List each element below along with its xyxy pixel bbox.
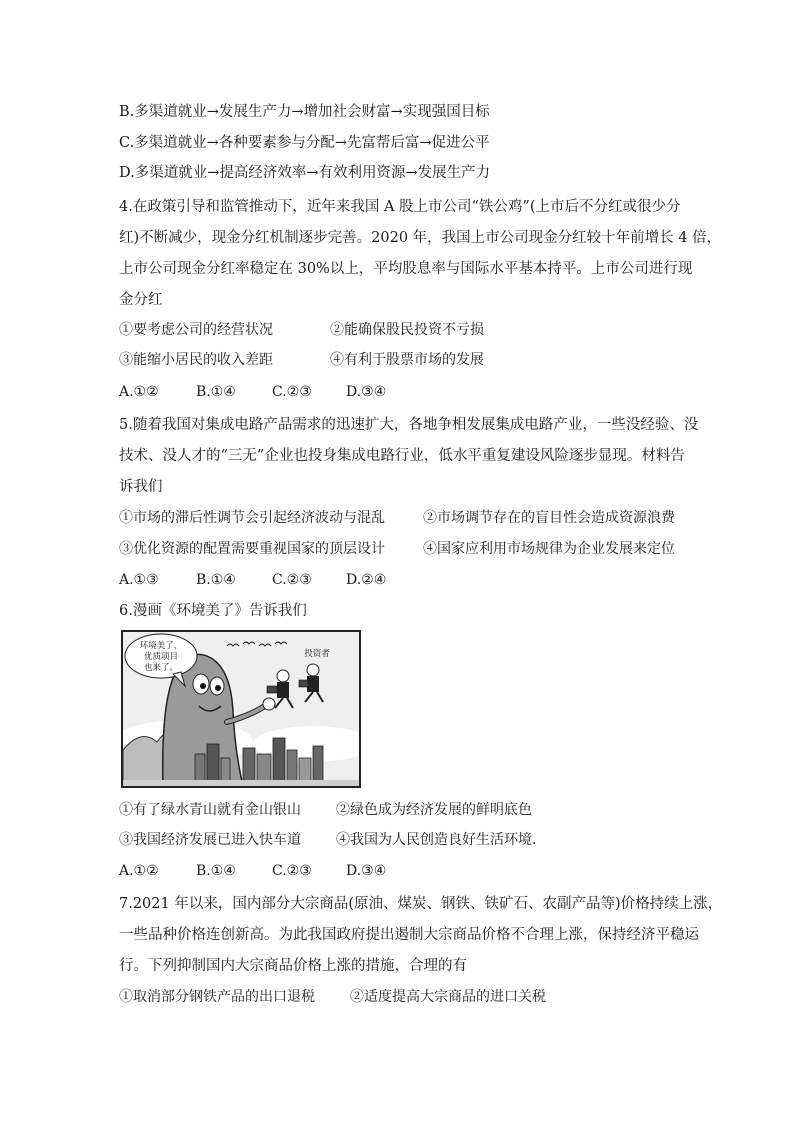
q3-option-b: B.多渠道就业→发展生产力→增加社会财富→实现强国目标: [119, 104, 490, 120]
q6-choice-a: A.①②: [119, 863, 159, 879]
q4-choice-b: B.①④: [196, 384, 236, 400]
investor-label: 投资者: [304, 649, 330, 659]
q4-statement-1: ①要考虑公司的经营状况: [119, 322, 273, 338]
q4-choice-d: D.③④: [346, 384, 387, 400]
q6-choice-d: D.③④: [346, 863, 387, 879]
q5-statement-3: ③优化资源的配置需要重视国家的顶层设计: [119, 541, 385, 557]
q4-statement-2: ②能确保股民投资不亏损: [330, 322, 484, 338]
q5-choice-c: C.②③: [272, 572, 312, 588]
q6-choice-c: C.②③: [272, 863, 312, 879]
q5-statement-2: ②市场调节存在的盲目性会造成资源浪费: [423, 510, 675, 526]
bubble-line-2: 优质项目: [143, 652, 179, 662]
q6-stem: 6.漫画《环境美了》告诉我们: [119, 603, 307, 619]
q4-statement-3: ③能缩小居民的收入差距: [119, 352, 273, 368]
q3-option-c: C.多渠道就业→各种要素参与分配→先富帮后富→促进公平: [119, 135, 490, 151]
q5-choice-d: D.②④: [346, 572, 387, 588]
q7-statement-2: ②适度提高大宗商品的进口关税: [350, 989, 546, 1005]
q4-statement-4: ④有利于股票市场的发展: [330, 352, 484, 368]
q7-stem-line-2: 一些品种价格连创新高。为此我国政府提出遏制大宗商品价格不合理上涨，保持经济平稳运: [119, 927, 699, 943]
q5-stem-line-2: 技术、没人才的“三无”企业也投身集成电路行业，低水平重复建设风险逐步显现。材料告: [119, 448, 685, 464]
q7-statement-1: ①取消部分钢铁产品的出口退税: [119, 989, 315, 1005]
q7-stem-line-3: 行。下列抑制国内大宗商品价格上涨的措施，合理的有: [119, 958, 467, 974]
q4-choice-a: A.①②: [119, 384, 159, 400]
q4-stem-line-3: 上市公司现金分红率稳定在 30%以上，平均股息率与国际水平基本持平。上市公司进行现: [119, 261, 693, 277]
q4-stem-line-4: 金分红: [119, 292, 163, 308]
bubble-line-3: 也来了。: [143, 663, 179, 673]
q5-statement-4: ④国家应利用市场规律为企业发展来定位: [423, 541, 675, 557]
q3-option-d: D.多渠道就业→提高经济效率→有效利用资源→发展生产力: [119, 165, 491, 181]
q6-statement-1: ①有了绿水青山就有金山银山: [119, 802, 301, 818]
q6-choice-b: B.①④: [196, 863, 236, 879]
q4-choice-c: C.②③: [272, 384, 312, 400]
q4-stem-line-2: 红)不断减少，现金分红机制逐步完善。2020 年，我国上市公司现金分红较十年前增长 4 倍，: [119, 230, 722, 246]
q5-statement-1: ①市场的滞后性调节会引起经济波动与混乱: [119, 510, 385, 526]
q5-choice-b: B.①④: [196, 572, 236, 588]
q7-stem-line-1: 7.2021 年以来，国内部分大宗商品(原油、煤炭、钢铁、铁矿石、农副产品等)价格持续上涨，: [119, 896, 723, 912]
q4-stem-line-1: 4.在政策引导和监管推动下，近年来我国 A 股上市公司“铁公鸡”(上市后不分红或很少分: [119, 199, 681, 215]
q6-statement-4: ④我国为人民创造良好生活环境.: [336, 832, 537, 848]
q6-statement-3: ③我国经济发展已进入快车道: [119, 832, 301, 848]
cartoon-environment: [121, 630, 361, 788]
bubble-line-1: 环境美了，: [139, 641, 183, 651]
q6-statement-2: ②绿色成为经济发展的鲜明底色: [336, 802, 532, 818]
q5-stem-line-3: 诉我们: [119, 479, 163, 495]
cartoon-illustration: [123, 632, 359, 786]
q5-stem-line-1: 5.随着我国对集成电路产品需求的迅速扩大，各地争相发展集成电路产业，一些没经验、没: [119, 417, 699, 433]
q5-choice-a: A.①③: [119, 572, 159, 588]
